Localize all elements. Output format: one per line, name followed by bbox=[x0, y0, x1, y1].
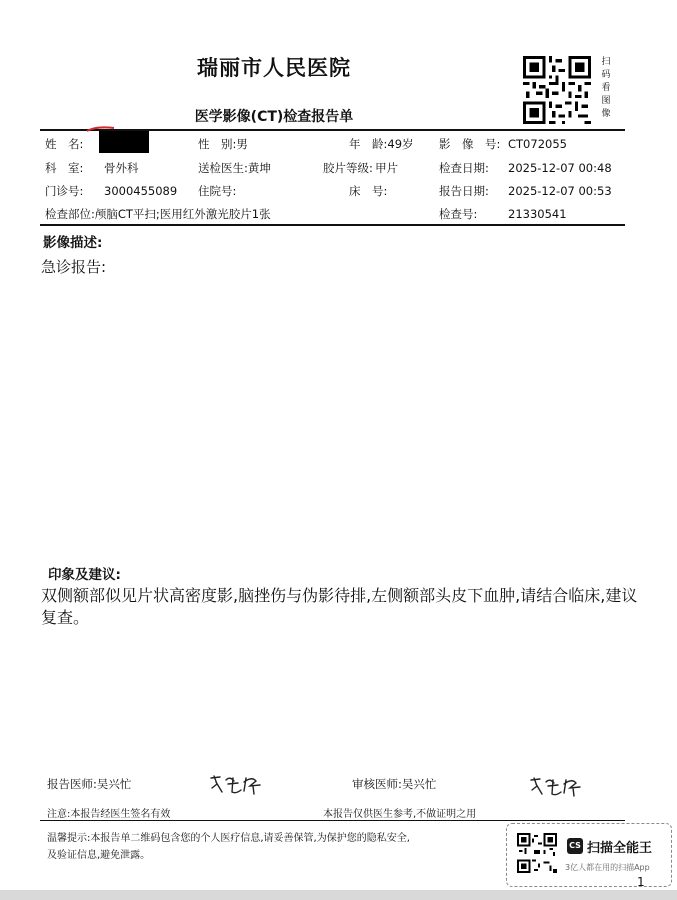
impression-text: 双侧额部似见片状高密度影,脑挫伤与伪影待排,左侧额部头皮下血肿,请结合临床,建议复查。 bbox=[41, 586, 638, 627]
film-grade-field bbox=[323, 161, 398, 175]
name-label: 姓 名: bbox=[45, 137, 84, 151]
image-no-label: 影 像 号: bbox=[439, 137, 501, 151]
exam-site-label: 检查部位: bbox=[45, 207, 95, 221]
referrer-value: 黄坤 bbox=[247, 161, 271, 175]
image-no-value: CT072055 bbox=[508, 137, 567, 151]
bottom-edge bbox=[0, 890, 677, 900]
report-date-value: 2025-12-07 00:53 bbox=[508, 184, 612, 198]
gender-value: 男 bbox=[236, 137, 248, 151]
exam-no-value: 21330541 bbox=[508, 207, 567, 221]
film-grade-label: 胶片等级: bbox=[323, 161, 373, 175]
bed-field bbox=[349, 184, 387, 198]
exam-date-label: 检查日期: bbox=[439, 161, 489, 175]
reporting-doctor-name: 吴兴忙 bbox=[96, 777, 132, 791]
inpatient-label: 住院号: bbox=[198, 184, 237, 198]
gender-field bbox=[198, 137, 248, 151]
inpatient-field bbox=[198, 184, 236, 198]
scanner-qr-code bbox=[517, 833, 557, 873]
footer-divider bbox=[40, 820, 625, 821]
dept-value: 骨外科 bbox=[104, 161, 139, 175]
report-date-label: 报告日期: bbox=[439, 184, 489, 198]
referrer-label: 送检医生: bbox=[198, 161, 248, 175]
dept-label: 科 室: bbox=[45, 161, 84, 175]
note-signature-valid: 注意:本报告经医生签名有效 bbox=[47, 809, 171, 820]
film-grade-value: 甲片 bbox=[375, 161, 399, 175]
privacy-reminder-line1: 温馨提示:本报告单二维码包含您的个人医疗信息,请妥善保管,为保护您的隐私安全, bbox=[47, 833, 410, 844]
scanner-app-badge[interactable] bbox=[506, 823, 672, 887]
impression-heading: 印象及建议: bbox=[48, 567, 121, 583]
scanner-app-name: 扫描全能王 bbox=[587, 841, 653, 856]
note-reference-only: 本报告仅供医生参考,不做证明之用 bbox=[323, 809, 477, 820]
referrer-field bbox=[198, 161, 271, 175]
redacted-patient-name bbox=[99, 131, 149, 153]
age-label: 年 龄: bbox=[349, 137, 388, 151]
scanner-app-tagline: 3亿人都在用的扫描App bbox=[565, 863, 650, 872]
reviewing-doctor-label: 审核医师: bbox=[352, 777, 402, 791]
report-title: 医学影像(CT)检查报告单 bbox=[194, 109, 354, 125]
hospital-name: 瑞丽市人民医院 bbox=[197, 56, 351, 80]
outpatient-value: 3000455089 bbox=[104, 184, 178, 198]
outpatient-label: 门诊号: bbox=[45, 184, 84, 198]
image-qr-code[interactable] bbox=[522, 56, 592, 124]
exam-date-value: 2025-12-07 00:48 bbox=[508, 161, 612, 175]
reviewing-doctor-name: 吴兴忙 bbox=[401, 777, 437, 791]
qr-caption: 扫 码 看 图 像 bbox=[601, 57, 611, 119]
exam-no-label: 检查号: bbox=[439, 207, 478, 221]
exam-site-field bbox=[45, 207, 271, 221]
exam-site-value: 颅脑CT平扫;医用红外激光胶片1张 bbox=[94, 207, 271, 221]
findings-heading: 影像描述: bbox=[43, 235, 103, 251]
privacy-reminder-line2: 及验证信息,避免泄露。 bbox=[47, 850, 151, 861]
reviewing-doctor-signature bbox=[528, 774, 586, 798]
reporting-doctor-signature bbox=[208, 772, 266, 796]
page-number: 1 bbox=[637, 875, 645, 889]
age-value: 49岁 bbox=[387, 137, 414, 151]
bed-label: 床 号: bbox=[349, 184, 388, 198]
header-divider-bottom bbox=[40, 224, 625, 226]
reporting-doctor-label: 报告医师: bbox=[47, 777, 97, 791]
camscanner-logo: CS bbox=[567, 838, 583, 854]
reviewing-doctor-field bbox=[352, 776, 436, 792]
gender-label: 性 别: bbox=[198, 137, 237, 151]
reporting-doctor-field bbox=[47, 776, 131, 792]
age-field bbox=[349, 137, 414, 151]
findings-text: 急诊报告: bbox=[41, 258, 107, 276]
